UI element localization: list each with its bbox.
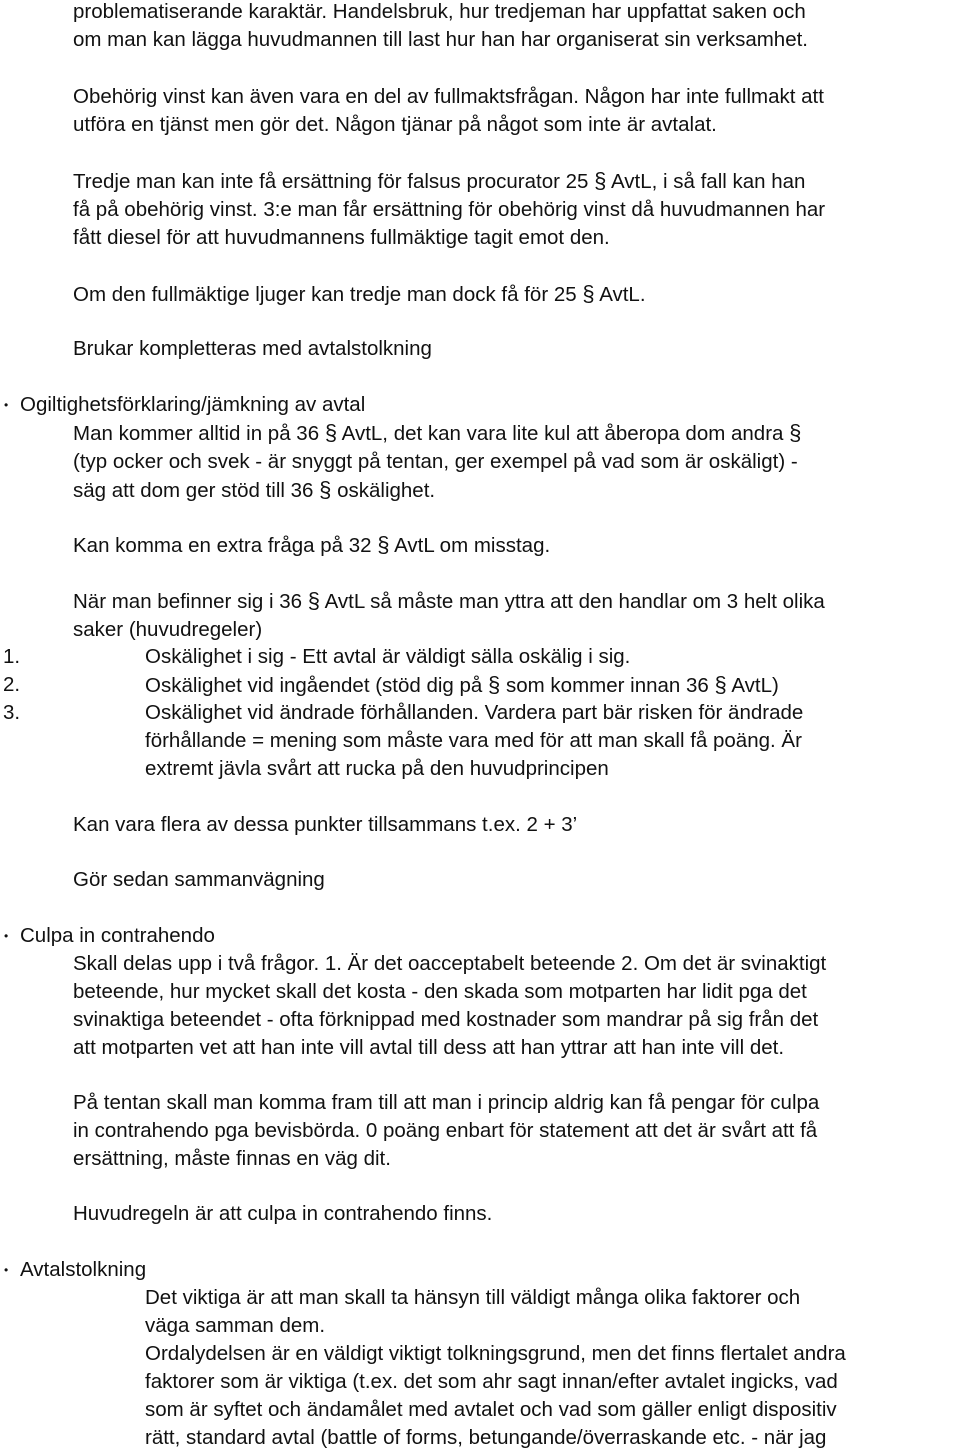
list-number: 2.	[3, 673, 21, 696]
text-line: Ordalydelsen är en väldigt viktigt tolkningsgrund, men det finns flertalet andra	[145, 1342, 846, 1365]
text-line: Oskälighet vid ändrade förhållanden. Vardera part bär risken för ändrade	[145, 701, 804, 724]
text-line: att motparten vet att han inte vill avtal till dess att han yttrar att han inte vill det.	[73, 1036, 785, 1059]
text-line: problematiserande karaktär. Handelsbruk, hur tredjeman har uppfattat saken och	[73, 0, 806, 23]
text-line: säg att dom ger stöd till 36 § oskälighet.	[73, 477, 436, 502]
ogiltighet-paragraph-1	[73, 419, 801, 505]
section-sign-icon: §	[307, 588, 320, 613]
text-line: förhållande = mening som måste vara med för att man skall få poäng. Är	[145, 729, 802, 752]
text-line: in contrahendo pga bevisbörda. 0 poäng enbart för statement att det är svårt att få	[73, 1119, 818, 1142]
ogiltighet-paragraph-3	[73, 587, 825, 644]
section-title-ogiltighet: Ogiltighetsförklaring/jämkning av avtal	[20, 393, 366, 416]
bullet-icon: •	[4, 398, 9, 412]
section-sign-icon: §	[324, 420, 338, 445]
text-line: Man kommer alltid in på 36 § AvtL, det kan vara lite kul att åberopa dom andra §	[73, 420, 802, 445]
section-sign-icon: §	[789, 420, 802, 445]
text-line: svinaktiga beteendet - ofta förknippad med kostnader som mandrar på sig från det	[73, 1008, 819, 1031]
section-title-avtalstolkning: Avtalstolkning	[20, 1258, 147, 1281]
list-item: Oskälighet vid ingåendet (stöd dig på § som kommer innan 36 § AvtL)	[145, 672, 779, 697]
bullet-icon: •	[4, 929, 9, 943]
section-sign-icon: §	[582, 281, 595, 306]
ogiltighet-paragraph-2: Kan komma en extra fråga på 32 § AvtL om misstag.	[73, 532, 551, 557]
intro-paragraph	[73, 0, 808, 54]
culpa-paragraph-1	[73, 950, 826, 1062]
text-line: (typ ocker och svek - är snyggt på tentan, ger exempel på vad som är oskäligt) -	[73, 450, 798, 473]
text-line: ersättning, måste finnas en väg dit.	[73, 1147, 391, 1170]
text-line: Tredje man kan inte få ersättning för falsus procurator 25 § AvtL, i så fall kan han	[73, 168, 806, 193]
text-line: Obehörig vinst kan även vara en del av fullmaktsfrågan. Någon har inte fullmakt att	[73, 85, 824, 108]
obehorig-paragraph	[73, 83, 824, 139]
section-sign-icon: §	[594, 168, 607, 193]
section-sign-icon: §	[714, 672, 727, 697]
text-line: som är syftet och ändamålet med avtalet och vad som gäller enligt dispositiv	[145, 1398, 837, 1421]
tredje-man-paragraph	[73, 167, 825, 252]
section-sign-icon: §	[319, 477, 332, 502]
section-title-culpa: Culpa in contrahendo	[20, 924, 215, 947]
text-line: rätt, standard avtal (battle of forms, betungande/överraskande etc. - när jag	[145, 1426, 827, 1449]
ljuger-paragraph: Om den fullmäktige ljuger kan tredje man dock få för 25 § AvtL.	[73, 281, 646, 306]
text-line: faktorer som är viktiga (t.ex. det som ahr sagt innan/efter avtalet ingicks, vad	[145, 1370, 838, 1393]
text-line: extremt jävla svårt att rucka på den huvudprincipen	[145, 757, 609, 780]
text-line: fått diesel för att huvudmannens fullmäktige tagit emot den.	[73, 226, 610, 249]
section-sign-icon: §	[488, 672, 501, 697]
text-line: saker (huvudregeler)	[73, 618, 263, 641]
culpa-paragraph-3: Huvudregeln är att culpa in contrahendo finns.	[73, 1202, 493, 1225]
list-number: 3.	[3, 701, 21, 724]
text-line: få på obehörig vinst. 3:e man får ersättning för obehörig vinst då huvudmannen har	[73, 198, 826, 221]
brukar-paragraph: Brukar kompletteras med avtalstolkning	[73, 337, 432, 360]
text-line: Det viktiga är att man skall ta hänsyn till väldigt många olika faktorer och	[145, 1286, 801, 1309]
culpa-paragraph-2	[73, 1089, 819, 1173]
ogiltighet-paragraph-4: Kan vara flera av dessa punkter tillsammans t.ex. 2 + 3’	[73, 813, 578, 836]
bullet-icon: •	[4, 1263, 9, 1277]
text-line: Skall delas upp i två frågor. 1. Är det oacceptabelt beteende 2. Om det är svinaktigt	[73, 952, 827, 975]
list-number: 1.	[3, 645, 21, 668]
text-line: På tentan skall man komma fram till att man i princip aldrig kan få pengar för culpa	[73, 1091, 820, 1114]
text-line: utföra en tjänst men gör det. Någon tjänar på något som inte är avtalat.	[73, 113, 717, 136]
list-item: Oskälighet i sig - Ett avtal är väldigt sälla oskälig i sig.	[145, 645, 631, 668]
text-line: När man befinner sig i 36 § AvtL så måste man yttra att den handlar om 3 helt olika	[73, 588, 825, 613]
list-item	[145, 699, 803, 783]
ogiltighet-paragraph-5: Gör sedan sammanvägning	[73, 868, 325, 891]
text-line: om man kan lägga huvudmannen till last hur han har organiserat sin verksamhet.	[73, 28, 808, 51]
text-line: beteende, hur mycket skall det kosta - den skada som motparten har lidit pga det	[73, 980, 807, 1003]
section-sign-icon: §	[377, 532, 390, 557]
avtalstolkning-paragraph	[145, 1284, 846, 1452]
text-line: väga samman dem.	[145, 1314, 326, 1337]
